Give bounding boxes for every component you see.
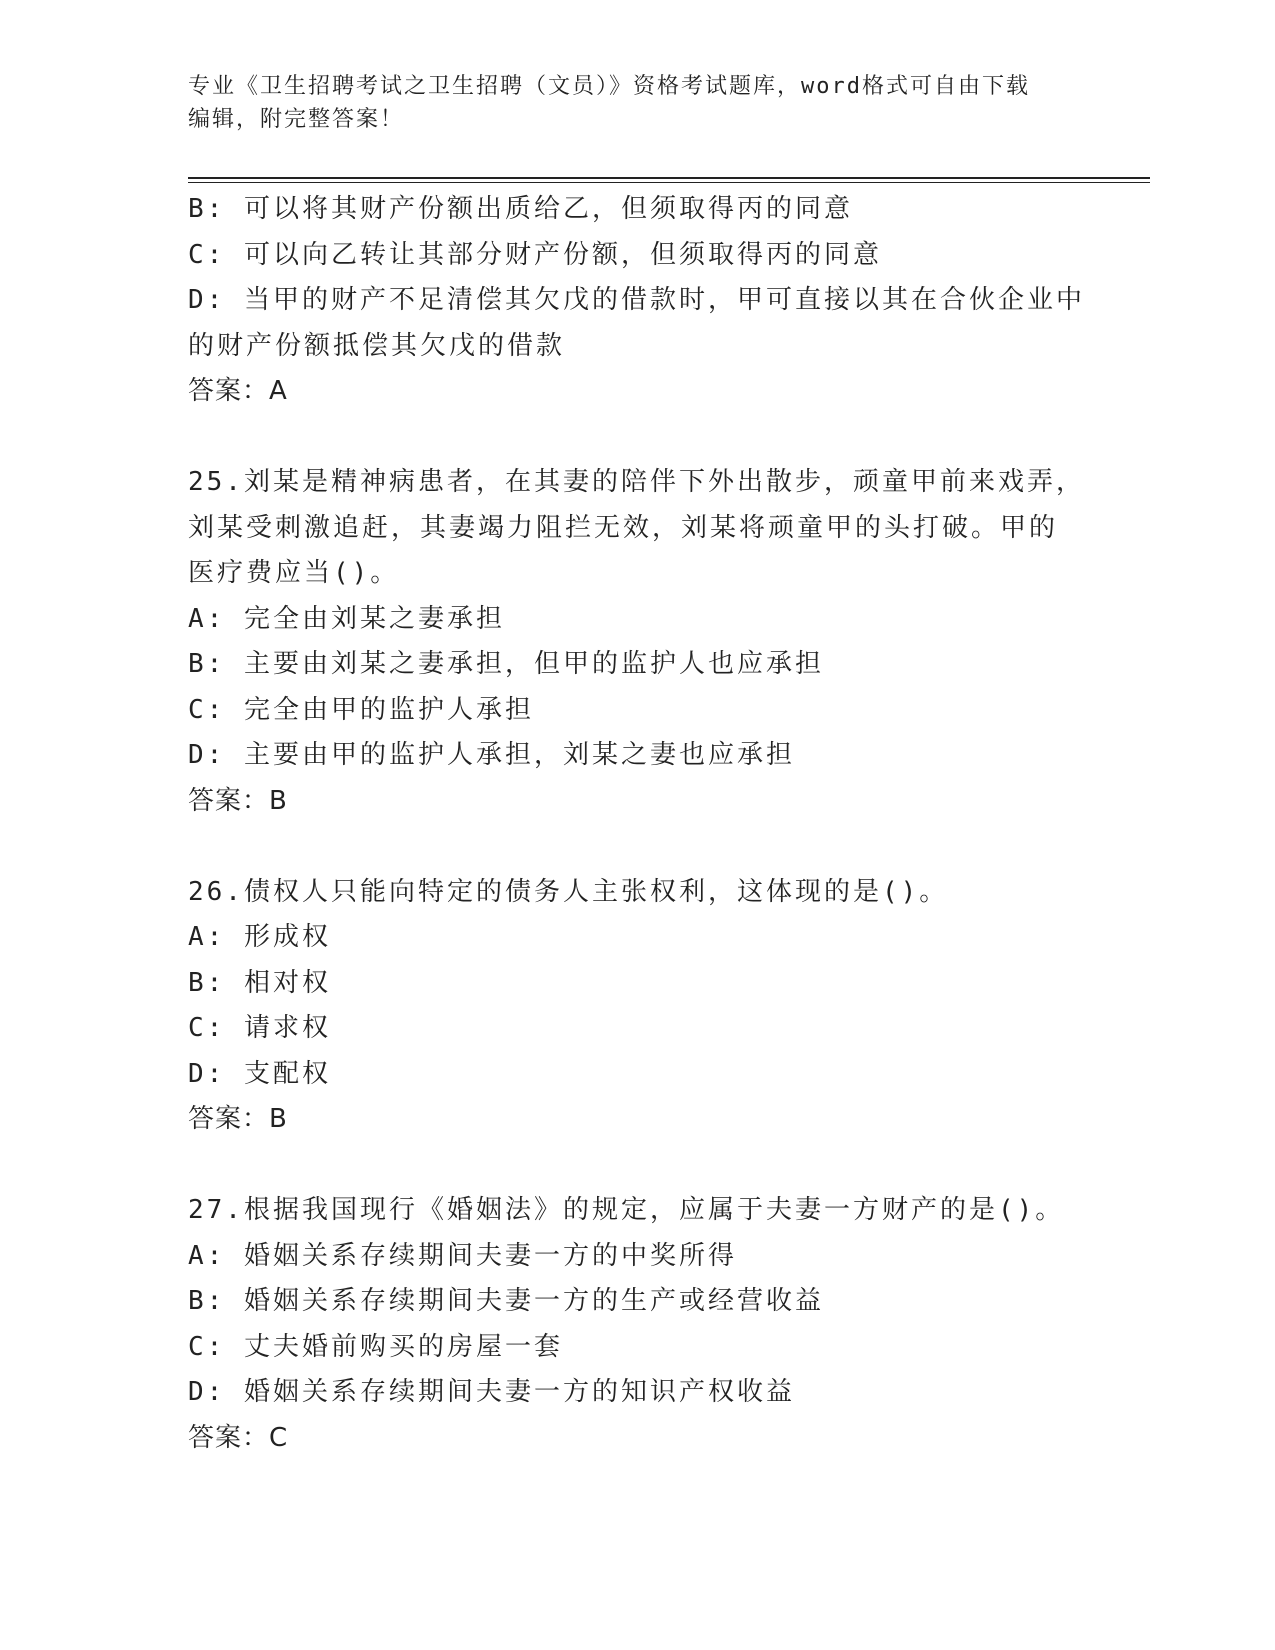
question-27 — [188, 1188, 1088, 1461]
answer: 答案：C — [188, 1422, 289, 1453]
option-d-line-1: D: 当甲的财产不足清偿其欠戊的借款时，甲可直接以其在合伙企业中 — [188, 285, 1085, 315]
header-divider-thick — [188, 177, 1150, 179]
prev-question-block — [188, 187, 1088, 415]
option-d-line-2: 的财产份额抵偿其欠戊的借款 — [188, 330, 566, 361]
option-d: D: 主要由甲的监护人承担，刘某之妻也应承担 — [188, 740, 795, 770]
option-d: D: 支配权 — [188, 1058, 331, 1089]
option-c: C: 请求权 — [188, 1013, 331, 1043]
option-b: B: 可以将其财产份额出质给乙，但须取得丙的同意 — [188, 194, 853, 224]
spacer — [188, 824, 1088, 870]
option-d: D: 婚姻关系存续期间夫妻一方的知识产权收益 — [188, 1377, 795, 1407]
header-divider-thin — [188, 182, 1150, 183]
option-b: B: 主要由刘某之妻承担，但甲的监护人也应承担 — [188, 649, 824, 679]
answer: 答案：B — [188, 785, 288, 816]
option-a: A: 形成权 — [188, 922, 331, 952]
question-25 — [188, 460, 1088, 824]
answer: 答案：B — [188, 1104, 288, 1134]
question-stem-line: 25.刘某是精神病患者，在其妻的陪伴下外出散步，顽童甲前来戏弄， — [188, 467, 1085, 497]
header-line-2: 编辑，附完整答案！ — [188, 107, 405, 132]
header-line-1: 专业《卫生招聘考试之卫生招聘（文员）》资格考试题库，word格式可自由下载 — [188, 74, 1030, 99]
question-stem-line: 刘某受刺激追赶，其妻竭力阻拦无效，刘某将顽童甲的头打破。甲的 — [188, 512, 1059, 543]
option-c: C: 可以向乙转让其部分财产份额，但须取得丙的同意 — [188, 239, 882, 270]
spacer — [188, 415, 1088, 461]
option-b: B: 婚姻关系存续期间夫妻一方的生产或经营收益 — [188, 1286, 824, 1316]
option-a: A: 完全由刘某之妻承担 — [188, 603, 505, 634]
question-stem-line: 26.债权人只能向特定的债务人主张权利，这体现的是()。 — [188, 876, 949, 907]
option-b: B: 相对权 — [188, 967, 331, 998]
page-header — [188, 70, 1088, 136]
question-26 — [188, 870, 1088, 1143]
document-body — [188, 187, 1088, 1461]
option-a: A: 婚姻关系存续期间夫妻一方的中奖所得 — [188, 1240, 737, 1271]
spacer — [188, 1143, 1088, 1189]
question-stem-line: 医疗费应当()。 — [188, 558, 400, 588]
option-c: C: 丈夫婚前购买的房屋一套 — [188, 1331, 563, 1362]
question-stem-line: 27.根据我国现行《婚姻法》的规定，应属于夫妻一方财产的是()。 — [188, 1195, 1065, 1225]
option-c: C: 完全由甲的监护人承担 — [188, 694, 534, 725]
answer: 答案：A — [188, 376, 288, 406]
